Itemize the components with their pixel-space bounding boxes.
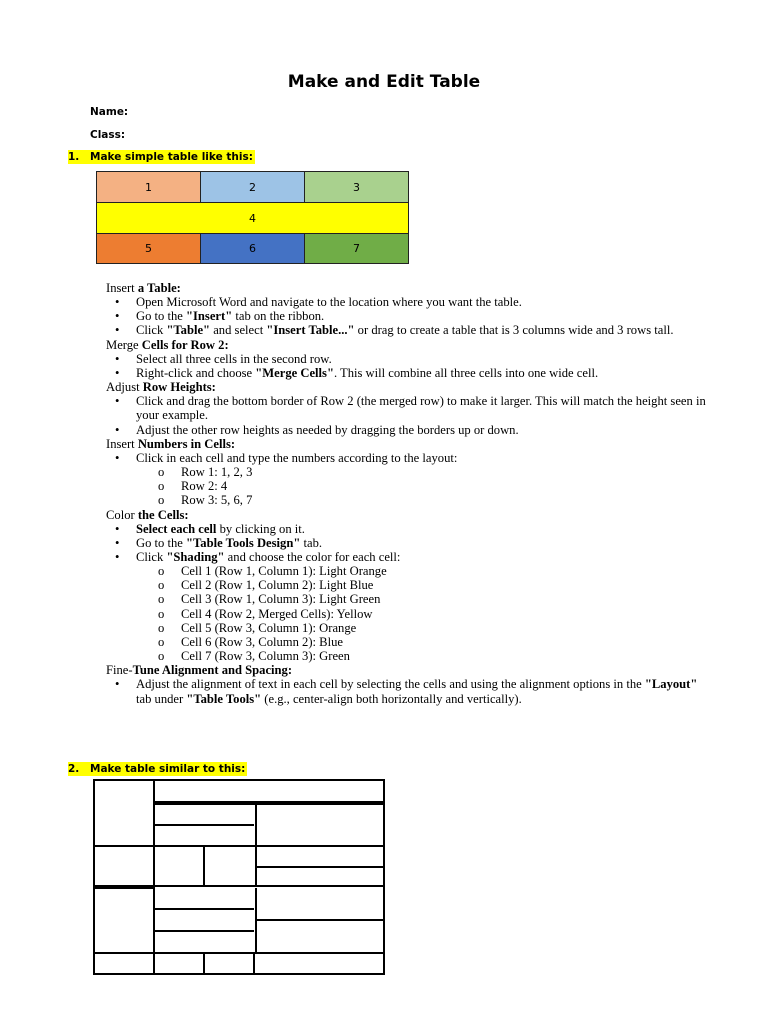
list-item: • Right-click and choose "Merge Cells". This will combine all three cells into one wide cell.: [106, 366, 706, 380]
section-color: Color the Cells:: [106, 507, 189, 522]
sub-list: [106, 564, 706, 663]
list-item: • Click and drag the bottom border of Row 2 (the merged row) to make it larger. This will match the height seen in your example.: [106, 394, 706, 422]
list-item: o Cell 1 (Row 1, Column 1): Light Orange: [106, 564, 706, 578]
step-1-label: Make simple table like this:: [90, 151, 253, 163]
cell-2: 2: [201, 172, 305, 203]
list-item: • Click "Table" and select "Insert Table..." or drag to create a table that is 3 columns wide and 3 rows tall.: [106, 323, 706, 337]
section-row-heights: Adjust Row Heights:: [106, 380, 216, 395]
section-alignment: Fine-Tune Alignment and Spacing:: [106, 663, 293, 678]
sub-list: [106, 465, 706, 507]
cell-1: 1: [97, 172, 201, 203]
list-item: o Cell 7 (Row 3, Column 3): Green: [106, 649, 706, 663]
list-item: • Adjust the alignment of text in each cell by selecting the cells and using the alignment options in the "Layout" tab under "Table Tools" (e.g., center-align both horizontally and vertically).: [106, 677, 706, 705]
list-item: o Cell 6 (Row 3, Column 2): Blue: [106, 635, 706, 649]
bullet-list: [106, 295, 706, 337]
list-item: • Adjust the other row heights as needed by dragging the borders up or down.: [106, 423, 706, 437]
list-item: o Row 1: 1, 2, 3: [106, 465, 706, 479]
page-title: Make and Edit Table: [287, 72, 481, 92]
bullet-list: [106, 522, 706, 564]
list-item: • Go to the "Table Tools Design" tab.: [106, 536, 706, 550]
bullet-list: [106, 352, 706, 380]
section-merge-cells: Merge Cells for Row 2:: [106, 337, 229, 352]
list-item: • Click in each cell and type the numbers according to the layout:: [106, 451, 706, 465]
table-outline: [94, 780, 384, 974]
instructions: [106, 281, 706, 706]
cell-3: 3: [305, 172, 409, 203]
list-item: • Go to the "Insert" tab on the ribbon.: [106, 309, 706, 323]
list-item: o Cell 2 (Row 1, Column 2): Light Blue: [106, 578, 706, 592]
class-label: Class:: [90, 129, 126, 141]
section-numbers: Insert Numbers in Cells:: [106, 436, 236, 451]
list-item: o Cell 3 (Row 1, Column 3): Light Green: [106, 592, 706, 606]
complex-table-diagram: [92, 778, 388, 978]
cell-4: 4: [97, 203, 409, 234]
bullet-list: [106, 394, 706, 436]
list-item: • Select all three cells in the second row.: [106, 352, 706, 366]
list-item: o Row 2: 4: [106, 479, 706, 493]
list-item: o Cell 4 (Row 2, Merged Cells): Yellow: [106, 607, 706, 621]
list-item: o Cell 5 (Row 3, Column 1): Orange: [106, 621, 706, 635]
sample-colored-table: [96, 171, 409, 264]
step-2-heading: [68, 763, 247, 775]
bullet-list: [106, 677, 706, 705]
cell-7: 7: [305, 234, 409, 264]
list-item: • Select each cell by clicking on it.: [106, 522, 706, 536]
list-item: • Click "Shading" and choose the color for each cell:: [106, 550, 706, 564]
bullet-list: [106, 451, 706, 465]
cell-6: 6: [201, 234, 305, 264]
step-2-label: Make table similar to this:: [90, 763, 246, 775]
step-1-heading: [68, 151, 255, 163]
section-insert-table: Insert a Table:: [106, 281, 181, 295]
cell-5: 5: [97, 234, 201, 264]
name-label: Name:: [90, 106, 129, 118]
step-1-number: 1.: [68, 151, 80, 163]
list-item: • Open Microsoft Word and navigate to the location where you want the table.: [106, 295, 706, 309]
step-2-number: 2.: [68, 763, 80, 775]
list-item: o Row 3: 5, 6, 7: [106, 493, 706, 507]
